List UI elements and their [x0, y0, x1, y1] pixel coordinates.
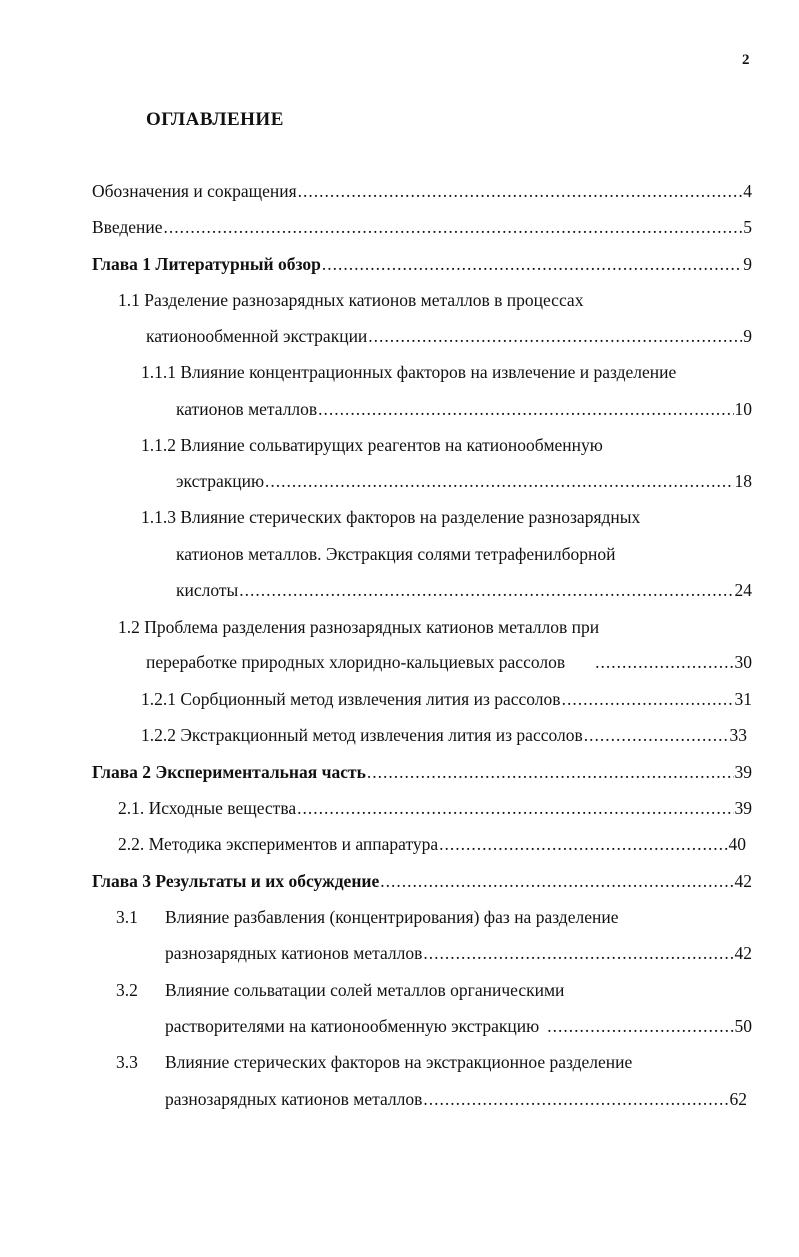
toc-entry-text: 2.1. Исходные вещества [118, 798, 297, 818]
toc-entry-text: разнозарядных катионов металлов [165, 943, 423, 963]
page-number: 2 [742, 52, 750, 68]
toc-entry-text: растворителями на катионообменную экстракцию [165, 1016, 540, 1036]
toc-leader-dots [547, 1015, 733, 1037]
toc-title: ОГЛАВЛЕНИЕ [146, 109, 284, 130]
toc-entry-3-3-line1: Влияние стерических факторов на экстракционное разделение [165, 1052, 633, 1072]
toc-page-number: 4 [743, 181, 752, 201]
toc-page-number: 24 [734, 580, 752, 600]
toc-entry-2-1 [118, 797, 752, 819]
toc-entry-introduction [92, 216, 752, 238]
toc-entry-text: 2.2. Методика экспериментов и аппаратура [118, 834, 439, 854]
toc-page-number: 62 [729, 1089, 747, 1109]
toc-entry-1-2-2 [141, 724, 747, 746]
toc-entry-1-1-1 [176, 398, 752, 420]
toc-entry-1-2 [146, 651, 752, 673]
toc-leader-dots [265, 470, 733, 492]
toc-entry-3-1-line1: Влияние разбавления (концентрирования) фаз на разделение [165, 907, 619, 927]
toc-entry-text: Введение [92, 217, 163, 237]
toc-entry-text: катионов металлов [176, 399, 318, 419]
toc-entry-text: экстракцию [176, 471, 265, 491]
toc-leader-dots [423, 1088, 728, 1110]
toc-leader-dots [239, 579, 733, 601]
toc-section-number: 3.2 [116, 980, 138, 1000]
toc-entry-text: разнозарядных катионов металлов [165, 1089, 423, 1109]
toc-page-number: 33 [729, 725, 747, 745]
toc-leader-dots [584, 724, 729, 746]
toc-leader-dots [595, 651, 733, 673]
toc-leader-dots [164, 216, 743, 238]
toc-entry-3-3 [165, 1088, 747, 1110]
toc-entry-3-2-line1: Влияние сольватации солей металлов органическими [165, 980, 565, 1000]
toc-leader-dots [322, 253, 742, 275]
toc-entry-3-1 [165, 942, 752, 964]
toc-entry-1-1-3 [176, 579, 752, 601]
toc-entry-1-1-1-line1: 1.1.1 Влияние концентрационных факторов на извлечение и разделение [141, 362, 677, 382]
toc-leader-dots [423, 942, 733, 964]
toc-entry-1-1-2 [176, 470, 752, 492]
toc-entry-text: Глава 2 Экспериментальная часть [92, 762, 366, 782]
toc-page-number: 10 [734, 399, 752, 419]
toc-page-number: 42 [734, 943, 752, 963]
toc-leader-dots [562, 688, 734, 710]
toc-page-number: 40 [728, 834, 746, 854]
toc-page-number: 50 [734, 1016, 752, 1036]
toc-leader-dots [367, 761, 734, 783]
toc-page-number: 18 [734, 471, 752, 491]
toc-page-number: 5 [743, 217, 752, 237]
toc-entry-1-1-2-line1: 1.1.2 Влияние сольватирущих реагентов на катионообменную [141, 435, 603, 455]
toc-page-number: 30 [734, 652, 752, 672]
toc-page-number: 9 [743, 326, 752, 346]
toc-entry-chapter-2 [92, 761, 752, 783]
toc-page-number: 39 [734, 762, 752, 782]
toc-entry-text: Глава 1 Литературный обзор [92, 254, 321, 274]
toc-entry-chapter-1 [92, 253, 752, 275]
toc-entry-2-2 [118, 833, 746, 855]
toc-section-number: 3.3 [116, 1052, 138, 1072]
toc-entry-chapter-3 [92, 870, 752, 892]
toc-entry-abbreviations [92, 180, 752, 202]
toc-entry-text: Глава 3 Результаты и их обсуждение [92, 871, 380, 891]
toc-entry-1-2-line1: 1.2 Проблема разделения разнозарядных катионов металлов при [118, 617, 600, 637]
toc-leader-dots [368, 325, 742, 347]
toc-leader-dots [439, 833, 727, 855]
toc-leader-dots [318, 398, 733, 420]
toc-entry-1-2-1 [141, 688, 752, 710]
toc-entry-text: кислоты [176, 580, 239, 600]
toc-entry-3-2 [165, 1015, 752, 1037]
toc-leader-dots [297, 797, 733, 819]
toc-entry-1-1 [146, 325, 752, 347]
toc-entry-text: катионообменной экстракции [146, 326, 368, 346]
toc-entry-text: переработке природных хлоридно-кальциевых рассолов [146, 652, 566, 672]
toc-page-number: 39 [734, 798, 752, 818]
toc-entry-text: Обозначения и сокращения [92, 181, 297, 201]
toc-leader-dots [298, 180, 743, 202]
toc-entry-1-1-3-line1: 1.1.3 Влияние стерических факторов на разделение разнозарядных [141, 507, 641, 527]
toc-entry-1-1-3-line2: катионов металлов. Экстракция солями тетрафенилборной [176, 544, 616, 564]
toc-section-number: 3.1 [116, 907, 138, 927]
toc-page-number: 9 [743, 254, 752, 274]
toc-entry-text: 1.2.1 Сорбционный метод извлечения лития из рассолов [141, 689, 561, 709]
toc-entry-text: 1.2.2 Экстракционный метод извлечения лития из рассолов [141, 725, 583, 745]
toc-entry-1-1-line1: 1.1 Разделение разнозарядных катионов металлов в процессах [118, 290, 584, 310]
toc-page-number: 31 [734, 689, 752, 709]
toc-page-number: 42 [734, 871, 752, 891]
toc-leader-dots [380, 870, 733, 892]
